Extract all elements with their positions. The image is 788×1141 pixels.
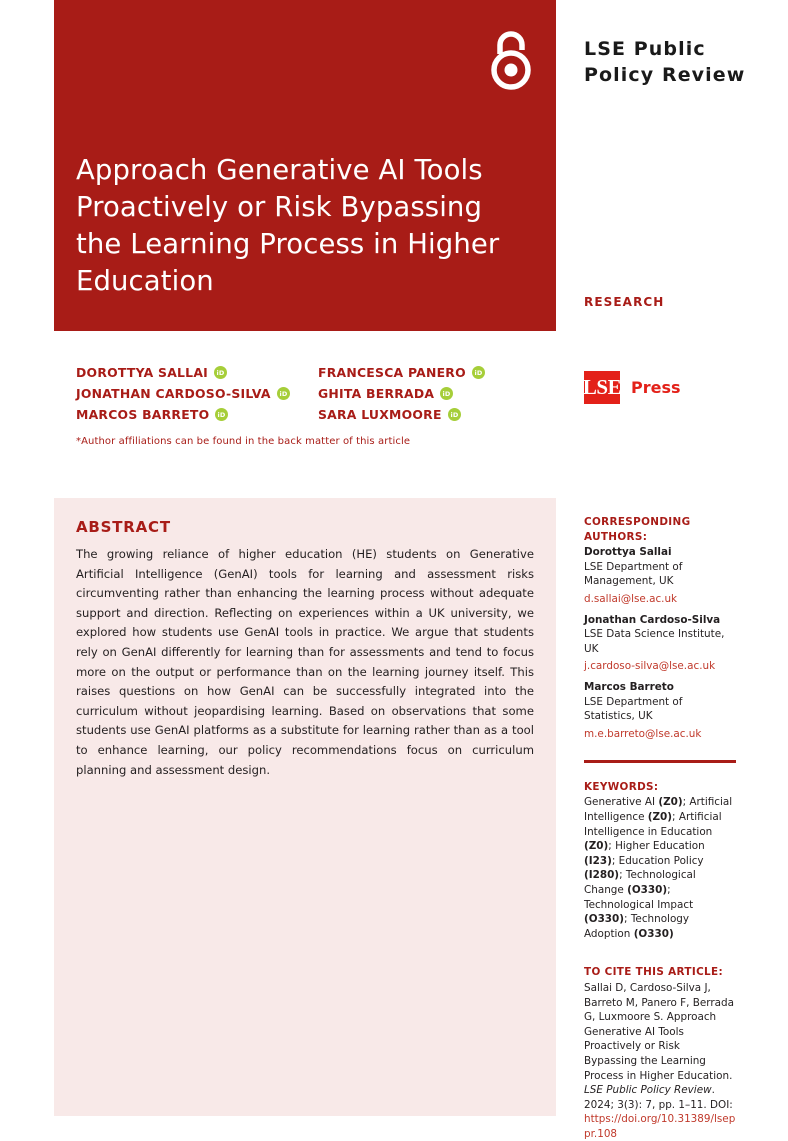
corresponding-author-affiliation: LSE Department of Management, UK [584,560,683,588]
keyword-term[interactable]: Technological Change [584,869,696,896]
doi-link[interactable]: https://doi.org/10.31389/lseppr.108 [584,1113,736,1140]
orcid-icon[interactable] [472,366,485,379]
svg-text:iD: iD [279,389,288,398]
author-name: MARCOS BARRETO [76,407,210,422]
keyword-jel-code: (O330) [584,913,625,926]
keyword-term[interactable]: Technological Impact [584,898,694,911]
keywords-list [584,795,736,941]
lse-logo-mark: LSE [584,371,620,404]
author-name: FRANCESCA PANERO [318,365,466,380]
keyword-jel-code: (Z0) [584,840,609,853]
keyword-separator: ; [624,913,631,926]
journal-name-line2: Policy Review [584,64,746,86]
keyword-term[interactable]: Artificial Intelligence [584,796,733,823]
author-entry [318,365,546,380]
orcid-icon[interactable] [448,408,461,421]
keyword-separator: ; [682,796,690,809]
orcid-icon[interactable] [440,387,453,400]
citation-text [584,981,736,1141]
citation-heading: TO CITE THIS ARTICLE: [584,966,723,979]
section-divider [584,760,736,763]
corresponding-author-name: Marcos Barreto [584,680,674,693]
svg-text:iD: iD [216,368,225,377]
hero-banner [54,0,556,331]
corresponding-author-entry [584,613,736,674]
corresponding-authors-heading: CORRESPONDING AUTHORS: [584,516,691,543]
author-entry [318,407,546,422]
author-entry [76,407,318,422]
author-list [76,365,546,447]
citation-journal: LSE Public Policy Review [584,1084,712,1097]
corresponding-author-affiliation: LSE Department of Statistics, UK [584,695,683,723]
svg-text:iD: iD [474,368,483,377]
keyword-separator: ; [608,840,616,853]
page-title: Approach Generative AI Tools Proactively or Risk Bypassing the Learning Process in Higher Education [76,154,500,297]
keyword-term[interactable]: Education Policy [618,854,704,867]
svg-text:iD: iD [217,410,226,419]
author-name: DOROTTYA SALLAI [76,365,209,380]
keyword-term[interactable]: Higher Education [615,840,705,853]
keyword-jel-code: (O330) [627,883,668,896]
corresponding-author-email[interactable]: j.cardoso-silva@lse.ac.uk [584,660,716,673]
corresponding-author-email[interactable]: m.e.barreto@lse.ac.uk [584,727,702,740]
keyword-term[interactable]: Generative AI [584,796,659,809]
keyword-term[interactable]: Technology Adoption [584,913,690,940]
citation-details: . 2024; 3(3): 7, pp. 1–11. DOI: [584,1084,733,1111]
orcid-icon[interactable] [214,366,227,379]
open-access-lock-icon [488,28,534,90]
author-entry [318,386,546,401]
corresponding-author-name: Jonathan Cardoso-Silva [584,613,721,626]
keyword-separator: ; [619,869,626,882]
author-grid [76,365,546,422]
metadata-sidebar [584,515,736,1141]
lse-press-logo [584,371,681,404]
keyword-separator: ; [672,811,679,823]
author-entry [76,365,318,380]
keyword-jel-code: (I280) [584,869,620,882]
citation-authors: Sallai D, Cardoso-Silva J, Barreto M, Panero F, Berrada G, Luxmoore S. Approach Generative AI Tools Proactively or Risk Bypassing the Learning Process in Higher Education. [584,981,734,1082]
author-name: GHITA BERRADA [318,386,435,401]
keyword-separator: ; [667,883,671,896]
author-name: SARA LUXMOORE [318,407,442,422]
keyword-jel-code: (I23) [584,854,612,867]
corresponding-author-entry [584,680,736,741]
corresponding-author-name: Dorottya Sallai [584,546,672,559]
corresponding-author-email[interactable]: d.sallai@lse.ac.uk [584,592,678,605]
keyword-jel-code: (O330) [633,927,674,940]
keyword-separator: ; [611,854,619,867]
keyword-jel-code: (Z0) [647,811,673,823]
keyword-jel-code: (Z0) [658,796,683,809]
keyword-term[interactable]: Artificial Intelligence in Education [584,811,722,838]
article-type-label: RESEARCH [584,295,665,309]
svg-text:iD: iD [450,410,459,419]
orcid-icon[interactable] [215,408,228,421]
svg-text:iD: iD [442,389,451,398]
author-entry [76,386,318,401]
corresponding-author-entry [584,545,736,606]
journal-name-line1: LSE Public [584,38,706,60]
abstract-heading: ABSTRACT [76,518,171,536]
abstract-panel [54,498,556,1116]
orcid-icon[interactable] [277,387,290,400]
abstract-text: The growing reliance of higher education (HE) students on Generative Artificial Intelligence (GenAI) tools for learning and assessment risks circumventing rather than enhancing the learning process without adequate support and direction. Reflecting on experiences within a UK university, we explored how students use GenAI tools in practice. We argue that students rely on GenAI differently for learning than for assessments and tend to focus more on the output or performance than on the learning journey itself. This raises questions on how GenAI can be successfully integrated into the curriculum without jeopardising learning. Based on observations that some students use GenAI platforms as a substitute for learning rather than as a tool to enhance learning, our policy recommendations focus on curriculum planning and assessment design. [76,547,534,777]
keywords-heading: KEYWORDS: [584,780,659,793]
journal-masthead [584,36,764,88]
lse-press-wordmark: Press [631,378,681,397]
corresponding-author-affiliation: LSE Data Science Institute, UK [584,628,725,655]
affiliation-note: *Author affiliations can be found in the back matter of this article [76,436,411,447]
author-name: JONATHAN CARDOSO-SILVA [76,386,271,401]
